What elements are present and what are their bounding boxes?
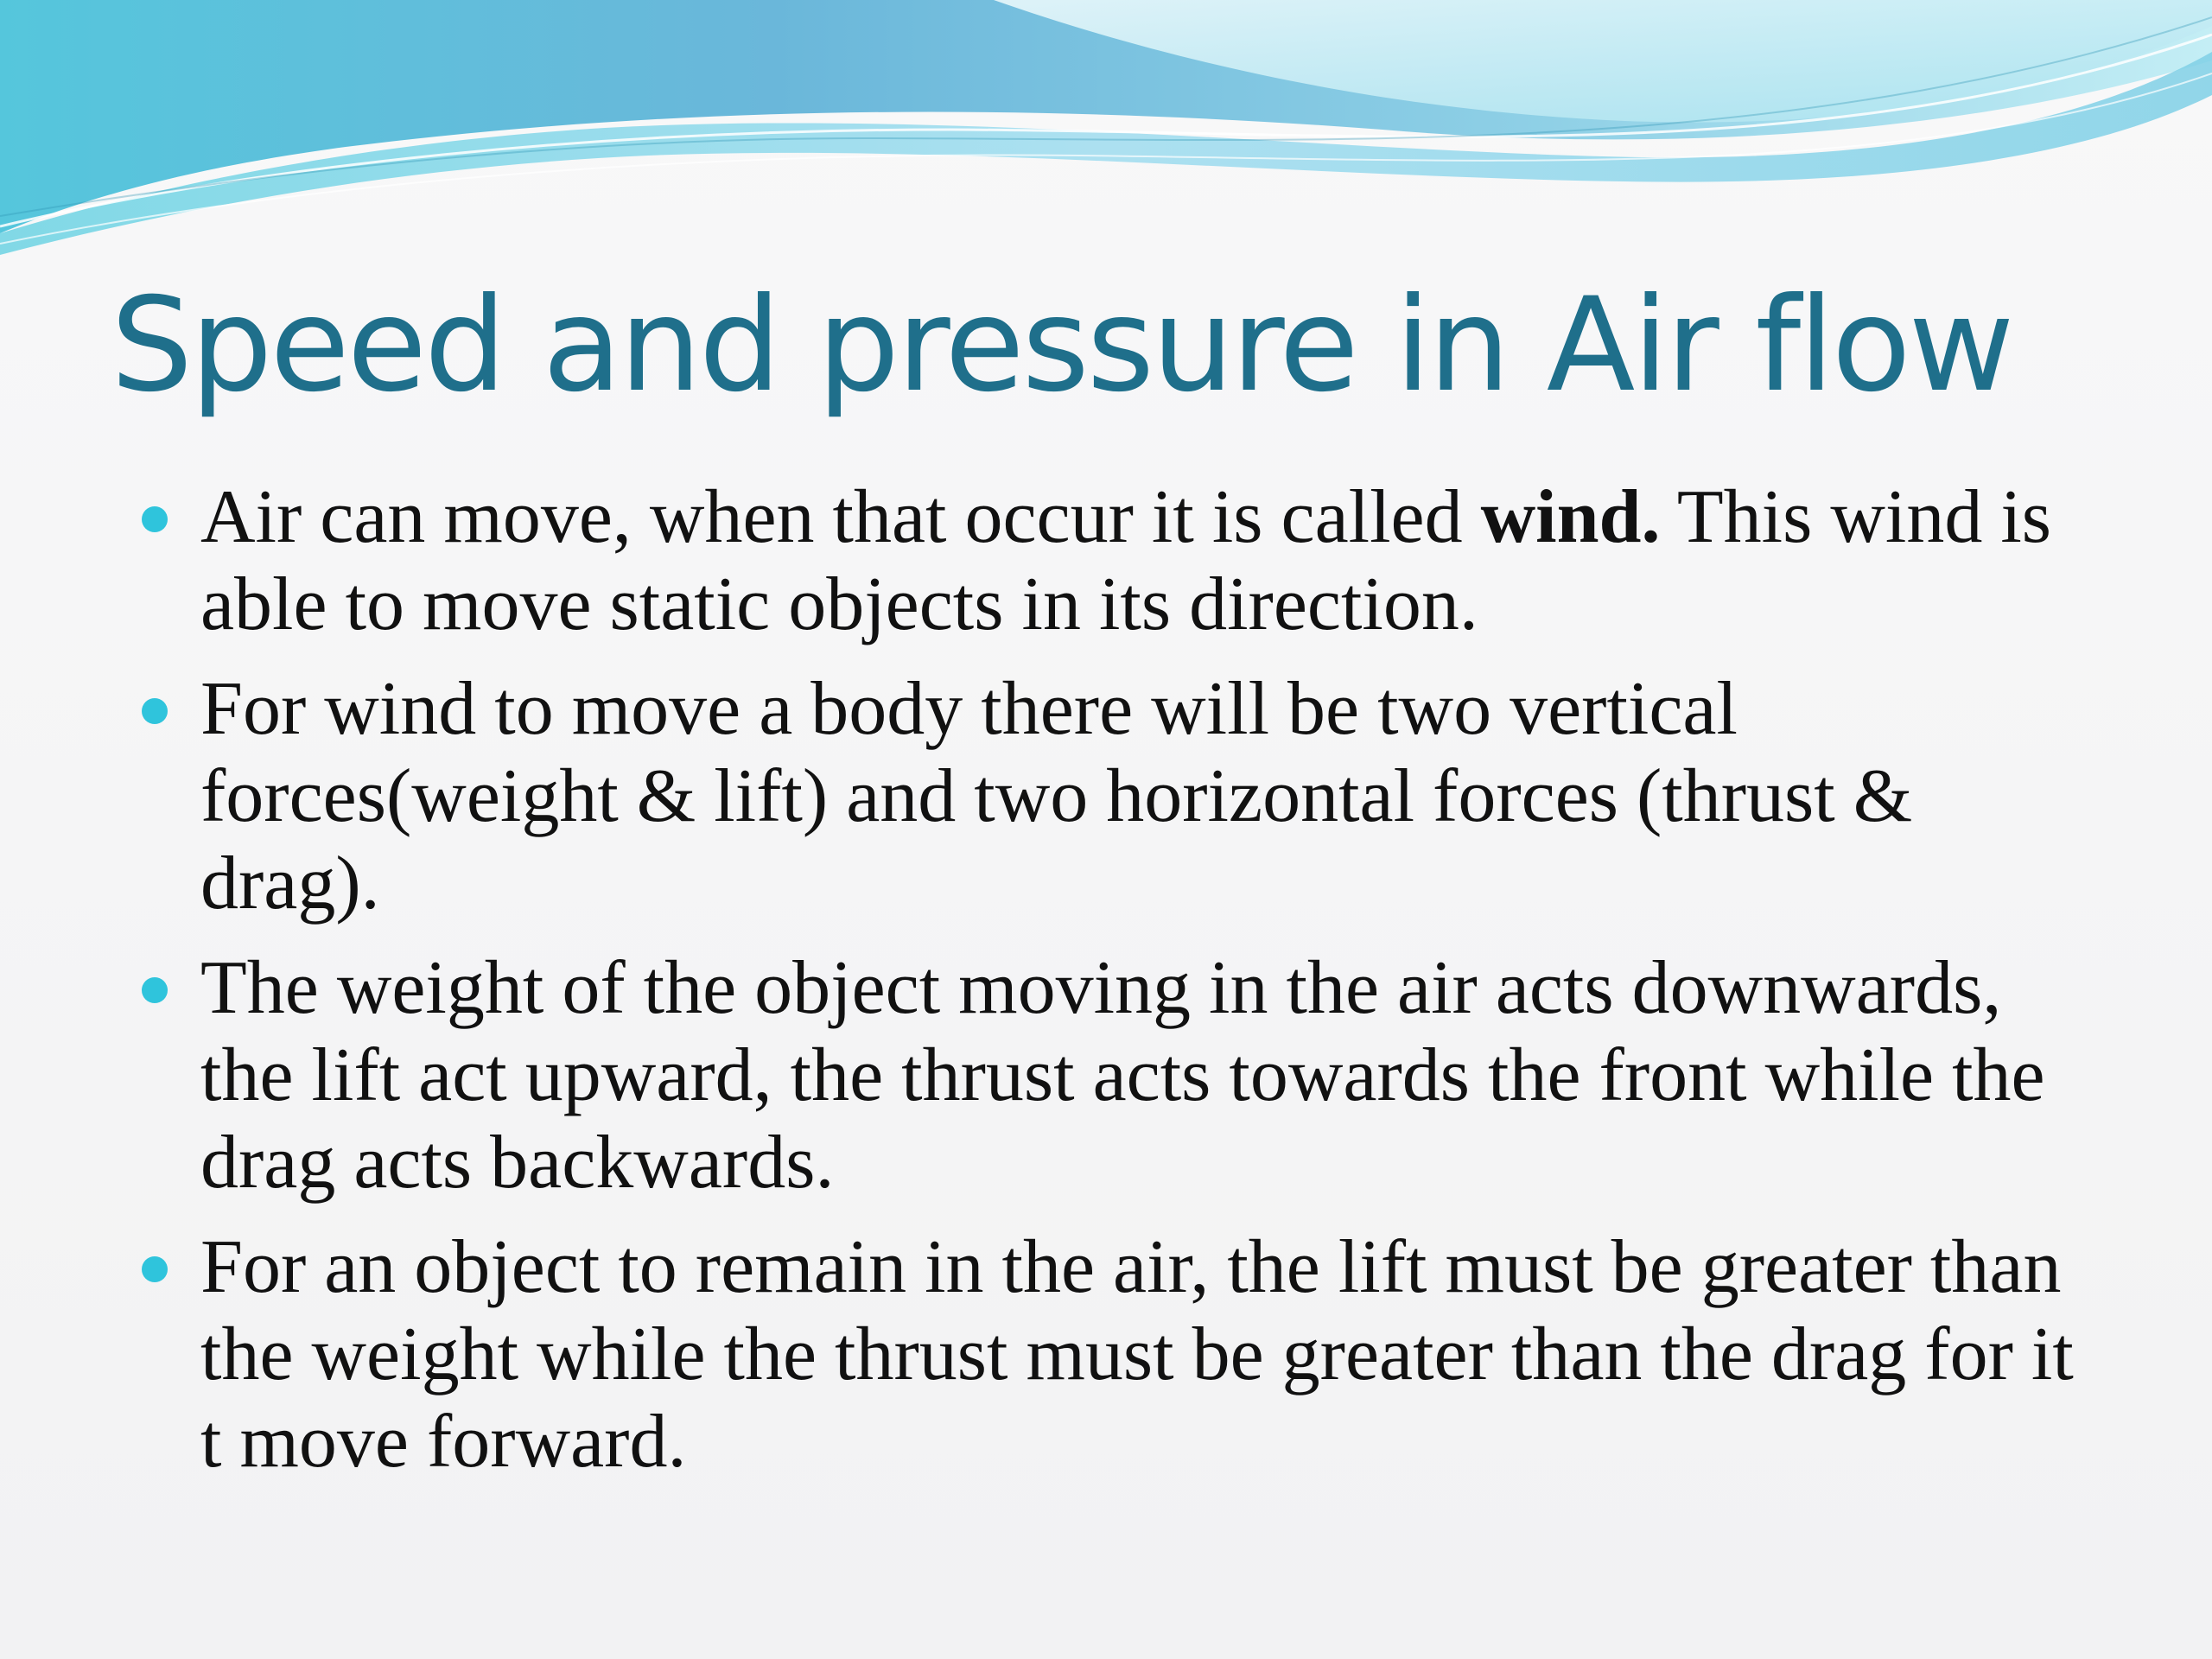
bullet-text: For an object to remain in the air, the lift must be greater than the weight while the thrust must be greater than the drag for it t move forward. [200, 1225, 2074, 1484]
bullet-dot-icon [142, 1256, 168, 1282]
bullet-dot-icon [142, 698, 168, 724]
bullet-text-segment: Air can move, when that occur it is called [200, 475, 1481, 559]
bullet-text: For wind to move a body there will be two vertical forces(weight & lift) and two horizontal forces (thrust & drag). [200, 667, 1913, 925]
bullet-item [138, 474, 2108, 648]
slide-title: Speed and pressure in Air flow [111, 270, 2012, 421]
header-wave-decoration [0, 0, 2212, 259]
bullet-item [138, 665, 2108, 927]
bullet-item [138, 944, 2108, 1206]
bullet-item [138, 1224, 2108, 1485]
bullet-text: The weight of the object moving in the air acts downwards, the lift act upward, the thrust acts towards the front while the drag acts backwards. [200, 946, 2045, 1205]
bullet-text [200, 474, 2108, 648]
bullet-list [138, 474, 2108, 1503]
bullet-dot-icon [142, 506, 168, 532]
bullet-text-segment: This wind is able to move static objects in its direction. [200, 475, 2052, 646]
bullet-dot-icon [142, 977, 168, 1003]
bullet-emphasis: wind. [1480, 475, 1661, 559]
